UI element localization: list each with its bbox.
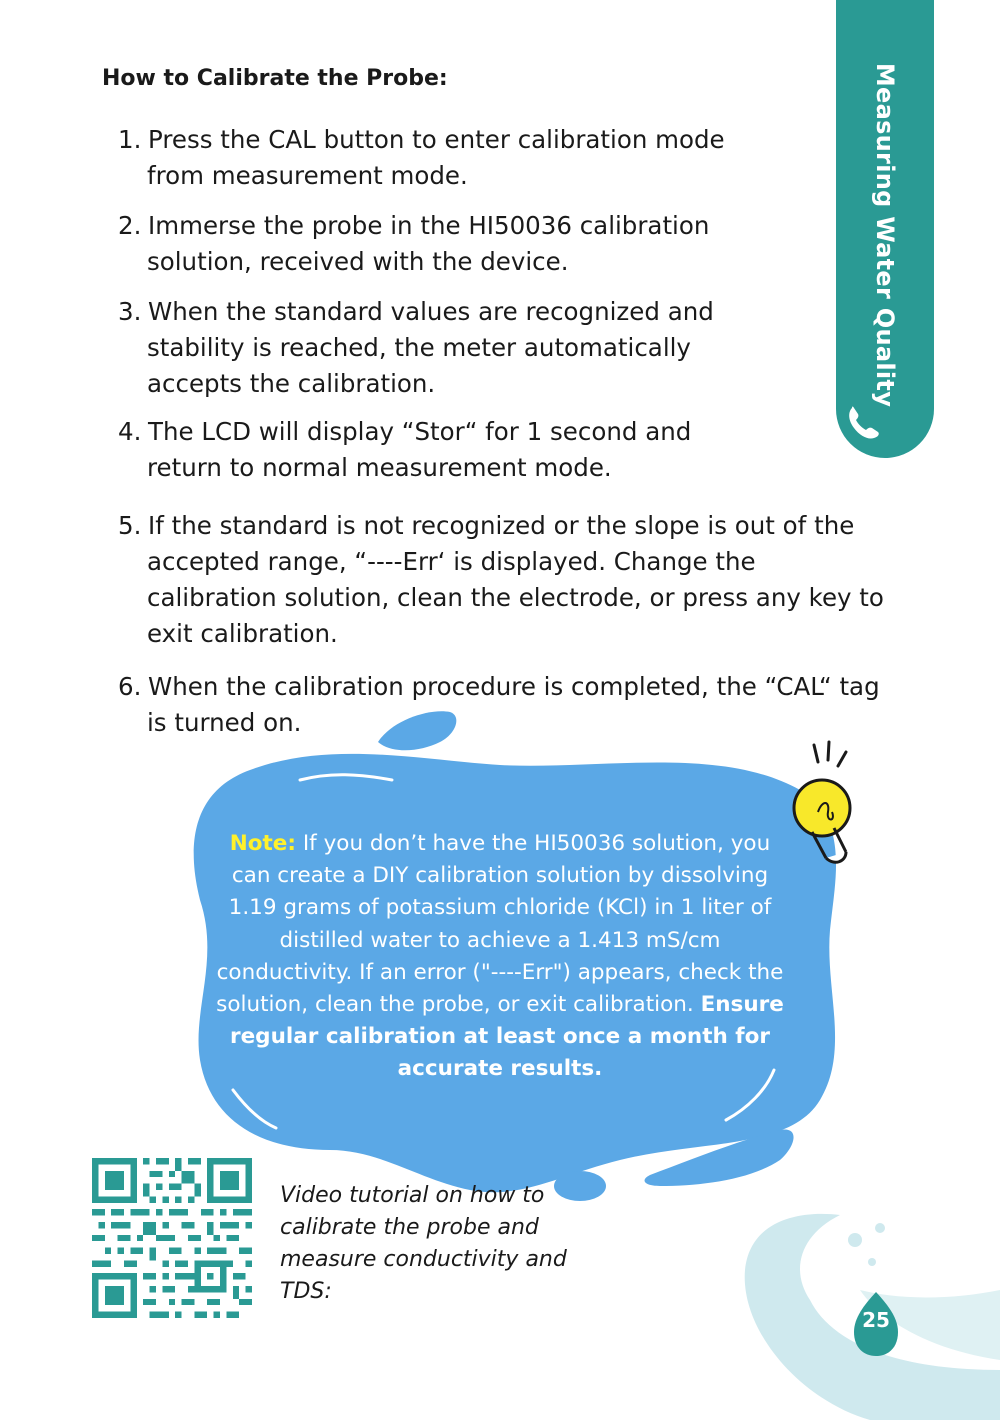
step-item: 1. Press the CAL button to enter calibration mode from measurement mode. xyxy=(118,125,725,190)
step-item: 6. When the calibration procedure is completed, the “CAL“ tag is turned on. xyxy=(118,672,880,737)
step-item: 2. Immerse the probe in the HI50036 calibration solution, received with the device. xyxy=(118,211,710,276)
side-tab-title: Measuring Water Quality xyxy=(871,62,899,408)
note-label: Note: xyxy=(229,831,296,856)
calibration-note xyxy=(210,828,790,1086)
step-item: 3. When the standard values are recognized and stability is reached, the meter automatically accepts the calibration. xyxy=(118,297,714,398)
step-item: 4. The LCD will display “Stor“ for 1 second and return to normal measurement mode. xyxy=(118,417,692,482)
section-title: How to Calibrate the Probe: xyxy=(102,66,448,91)
video-tutorial-caption: Video tutorial on how to calibrate the probe and measure conductivity and TDS: xyxy=(280,1183,567,1304)
note-emphasis: Ensure regular calibration at least once a month for accurate results. xyxy=(230,992,784,1082)
note-text: If you don’t have the HI50036 solution, you can create a DIY calibration solution by dissolving 1.19 grams of potassium chloride (KCl) in 1 liter of distilled water to achieve a 1.413 mS/cm conductivity. If an error ("----Err") appears, check the solution, clean the probe, or exit calibration. xyxy=(216,831,784,1018)
qr-code[interactable] xyxy=(92,1158,252,1318)
step-item: 5. If the standard is not recognized or the slope is out of the accepted range, “----Err‘ is displayed. Change the calibration solution, clean the electrode, or press any key to exit calibration. xyxy=(118,511,884,648)
page-number: 25 xyxy=(862,1308,890,1332)
phone-handset-icon xyxy=(844,402,884,442)
